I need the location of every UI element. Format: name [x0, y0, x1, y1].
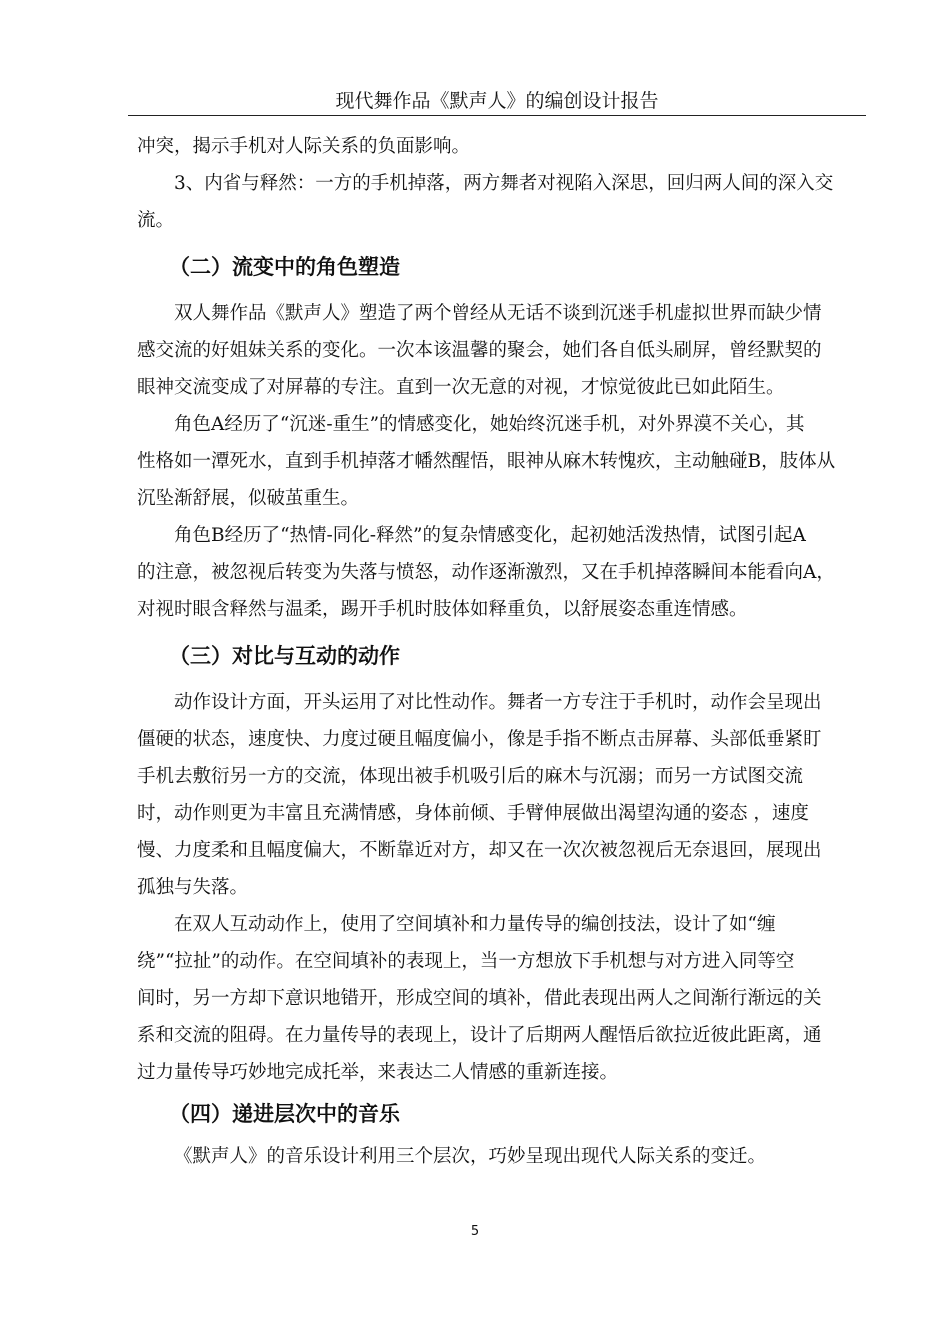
text-line: 性格如一潭死水，直到手机掉落才幡然醒悟，眼神从麻木转愧疚，主动触碰B，肢体从 [137, 451, 836, 472]
text-line: 过力量传导巧妙地完成托举，来表达二人情感的重新连接。 [137, 1062, 619, 1083]
section-heading-3: （三）对比与互动的动作 [169, 644, 400, 668]
text-line: 沉坠渐舒展，似破茧重生。 [137, 488, 360, 509]
text-line: 3、内省与释然：一方的手机掉落，两方舞者对视陷入深思，回归两人间的深入交 [174, 173, 834, 194]
text-line: 手机去敷衍另一方的交流，体现出被手机吸引后的麻木与沉溺；而另一方试图交流 [137, 766, 804, 787]
text-line: 间时，另一方却下意识地错开，形成空间的填补，借此表现出两人之间渐行渐远的关 [137, 988, 822, 1009]
text-line: 时，动作则更为丰富且充满情感，身体前倾、手臂伸展做出渴望沟通的姿态 ，速度 [137, 803, 809, 824]
paragraph-role-b [137, 517, 850, 628]
text-line: 对视时眼含释然与温柔，踢开手机时肢体如释重负，以舒展姿态重连情感。 [137, 599, 748, 620]
text-line: 绕”“拉扯”的动作。在空间填补的表现上，当一方想放下手机想与对方进入同等空 [137, 951, 795, 972]
text-line: 《默声人》的音乐设计利用三个层次，巧妙呈现出现代人际关系的变迁。 [174, 1146, 767, 1167]
text-line: 角色A经历了“沉迷-重生”的情感变化，她始终沉迷手机，对外界漠不关心，其 [174, 414, 805, 435]
text-line: 在双人互动动作上，使用了空间填补和力量传导的编创技法，设计了如“缠 [174, 914, 776, 935]
paragraph-motion [137, 684, 850, 906]
paragraph-interaction [137, 906, 850, 1091]
text-line: 双人舞作品《默声人》塑造了两个曾经从无话不谈到沉迷手机虚拟世界而缺少情 [174, 303, 822, 324]
paragraph-music [137, 1138, 850, 1175]
text-line: 僵硬的状态，速度快、力度过硬且幅度偏小，像是手指不断点击屏幕、头部低垂紧盯 [137, 729, 822, 750]
text-line: 的注意，被忽视后转变为失落与愤怒，动作逐渐激烈，又在手机掉落瞬间本能看向A， [137, 562, 835, 583]
text-line: 慢、力度柔和且幅度偏大，不断靠近对方，却又在一次次被忽视后无奈退回，展现出 [137, 840, 822, 861]
section-heading-4: （四）递进层次中的音乐 [169, 1102, 400, 1126]
page-body [137, 128, 850, 1175]
paragraph-roles [137, 295, 850, 406]
text-line: 感交流的好姐妹关系的变化。一次本该温馨的聚会，她们各自低头刷屏，曾经默契的 [137, 340, 822, 361]
text-line: 流。 [137, 210, 175, 231]
text-line: 系和交流的阻碍。在力量传导的表现上，设计了后期两人醒悟后欲拉近彼此距离，通 [137, 1025, 822, 1046]
text-line: 孤独与失落。 [137, 877, 249, 898]
running-header: 现代舞作品《默声人》的编创设计报告 [335, 90, 659, 112]
text-line: 冲突，揭示手机对人际关系的负面影响。 [137, 136, 471, 157]
text-line: 眼神交流变成了对屏幕的专注。直到一次无意的对视，才惊觉彼此已如此陌生。 [137, 377, 785, 398]
paragraph-role-a [137, 406, 850, 517]
header-rule [128, 115, 866, 116]
text-line: 角色B经历了“热情-同化-释然”的复杂情感变化，起初她活泼热情，试图引起A [174, 525, 806, 546]
page-number: 5 [470, 1224, 480, 1239]
section-heading-2: （二）流变中的角色塑造 [169, 255, 400, 279]
paragraph-intro [137, 128, 850, 239]
text-line: 动作设计方面，开头运用了对比性动作。舞者一方专注于手机时，动作会呈现出 [174, 692, 822, 713]
